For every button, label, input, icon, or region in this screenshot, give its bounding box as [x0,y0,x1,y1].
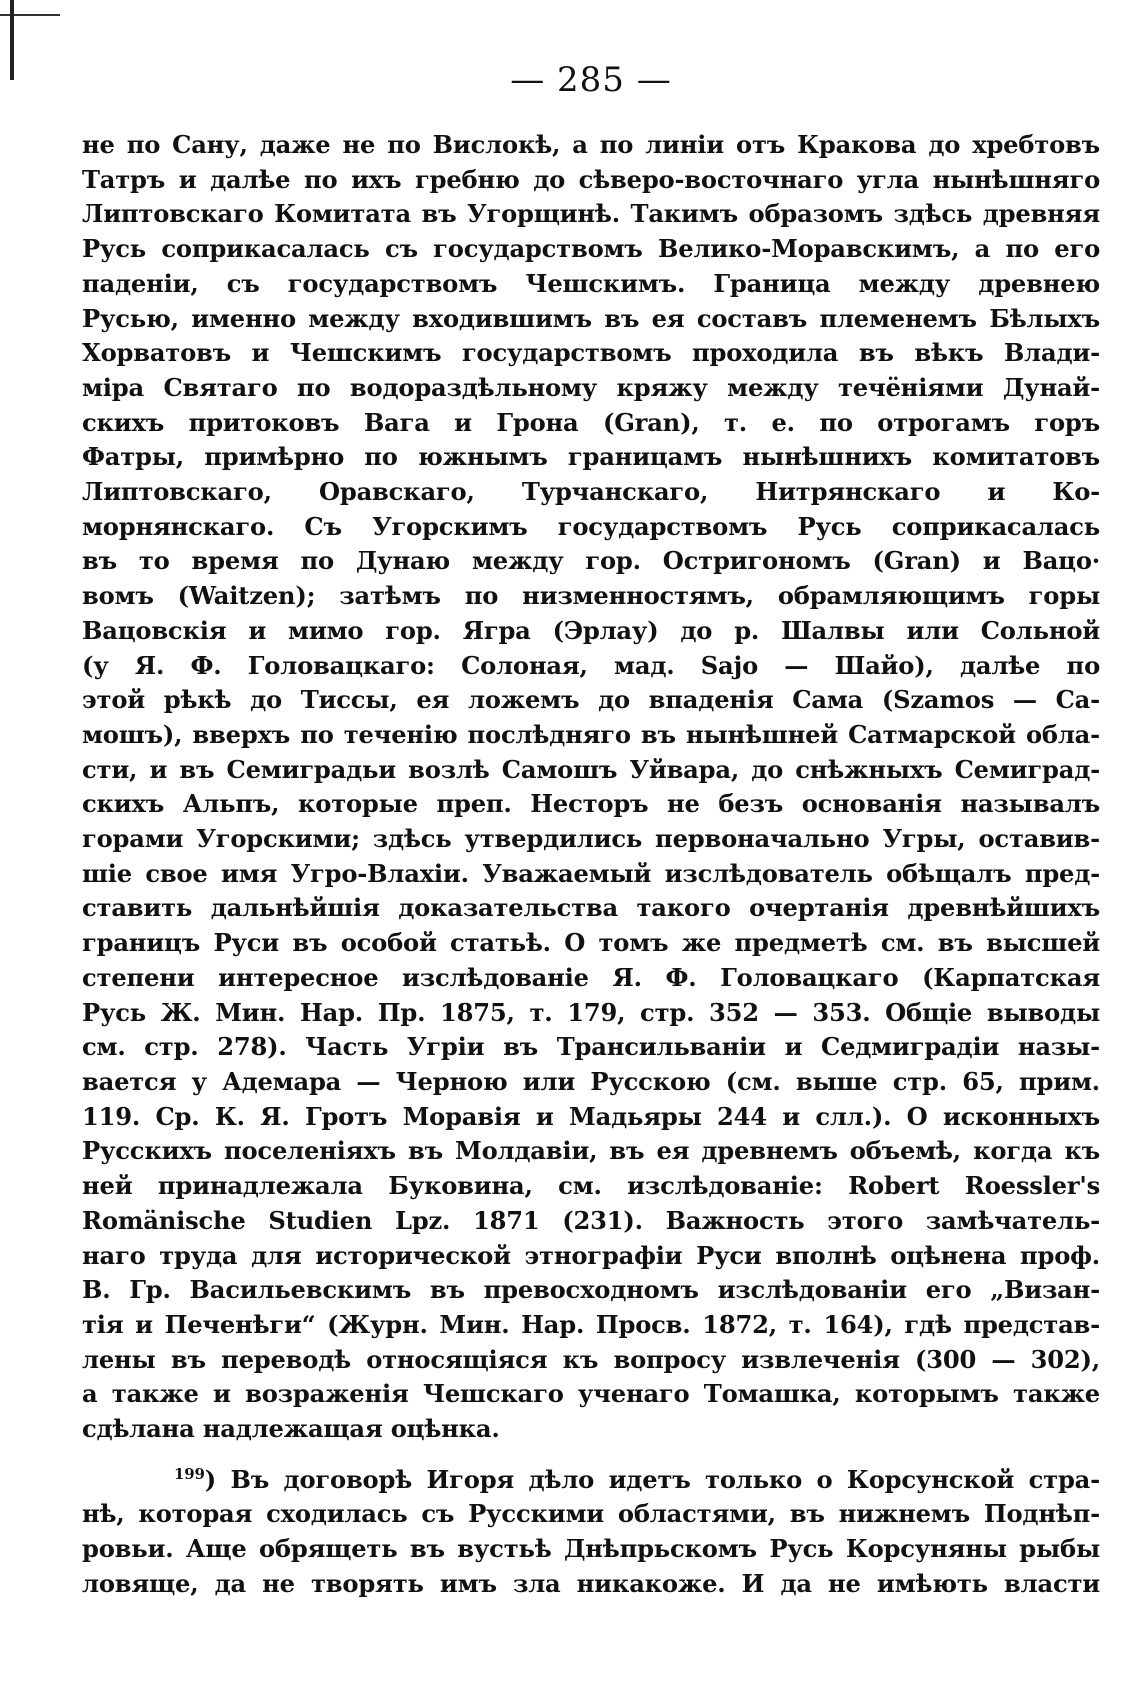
text-line: Русскихъ поселеніяхъ въ Молдавіи, въ ея древнемъ объемѣ, когда къ [82,1136,1100,1166]
text-line: 119. Ср. К. Я. Гротъ Моравія и Мадьяры 244 и слл.). О исконныхъ [82,1101,1100,1131]
text-line: въ то время по Дунаю между гор. Остригономъ (Gran) и Вацо· [82,546,1100,576]
footnote [82,1463,1100,1602]
text-line: Липтовскаго Комитата въ Угорщинѣ. Такимъ образомъ здѣсь древняя [82,199,1100,229]
text-line: вомъ (Waitzen); затѣмъ по низменностямъ, обрамляющимъ горы [82,581,1100,611]
text-line: лены въ переводѣ относящіяся къ вопросу извлеченія (300 — 302), [82,1344,1100,1374]
page-number: — 285 — [510,60,672,100]
text-line: скихъ притоковъ Вага и Грона (Gran), т. е. по отрогамъ горъ [82,407,1100,437]
main-text [82,128,1100,1447]
text-line: (у Я. Ф. Головацкаго: Солоная, мад. Sajo — Шайо), далѣе по [82,650,1100,680]
text-line: Татръ и далѣе по ихъ гребню до сѣверо-восточнаго угла нынѣшняго [82,164,1100,194]
text-line: горами Угорскими; здѣсь утвердились первоначально Угры, оставив- [82,824,1100,854]
footnote-marker: 199 [174,1464,205,1483]
text-line: міра Святаго по водораздѣльному кряжу между течёніями Дунай- [82,372,1100,402]
text-line: Хорватовъ и Чешскимъ государствомъ проходила въ вѣкъ Влади- [82,338,1100,368]
text-line: ставить дальнѣйшія доказательства такого очертанія древнѣйшихъ [82,893,1100,923]
text-line: ровьи. Аще обрящеть въ вустьѣ Днѣпрьскомъ Русь Корсуняны рыбы [82,1534,1100,1564]
text-line: тія и Печенѣги“ (Журн. Мин. Нар. Просв. 1872, т. 164), гдѣ представ- [82,1309,1100,1339]
text-line: Русь соприкасалась съ государствомъ Велико-Моравскимъ, а по его [82,234,1100,264]
text-line: Липтовскаго, Оравскаго, Турчанскаго, Нитрянскаго и Ко- [82,477,1100,507]
text-line: шіе свое имя Угро-Влахіи. Уважаемый изслѣдователь обѣщалъ пред- [82,858,1100,888]
text-line: ней принадлежала Буковина, см. изслѣдованіе: Robert Roessler's [82,1171,1100,1201]
scan-edge [10,0,14,80]
text-line: морнянскаго. Съ Угорскимъ государствомъ Русь соприкасалась [82,511,1100,541]
text-line: паденіи, съ государствомъ Чешскимъ. Граница между древнею [82,268,1100,298]
text-line: Русью, именно между входившимъ въ ея составъ племенемъ Бѣлыхъ [82,303,1100,333]
scan-edge-top [0,0,60,16]
text-line: Romänische Studien Lpz. 1871 (231). Важность этого замѣчатель- [82,1205,1100,1235]
footnote-first-line [82,1463,1100,1498]
text-line: этой рѣкѣ до Тиссы, ея ложемъ до впаденія Сама (Szamos — Са- [82,685,1100,715]
text-line: Русь Ж. Мин. Нар. Пр. 1875, т. 179, стр. 352 — 353. Общіе выводы [82,997,1100,1027]
text-line: степени интересное изслѣдованіе Я. Ф. Головацкаго (Карпатская [82,962,1100,992]
text-line: нѣ, которая сходилась съ Русскими областями, въ нижнемъ Поднѣп- [82,1499,1100,1529]
text-line: В. Гр. Васильевскимъ въ превосходномъ изслѣдованіи его „Визан- [82,1275,1100,1305]
text-line: не по Сану, даже не по Вислокѣ, а по линіи отъ Кракова до хребтовъ [82,130,1100,159]
text-line: ловяще, да не творять имъ зла никакоже. И да не имѣють власти [82,1568,1100,1598]
text-line: а также и возраженія Чешскаго ученаго Томашка, которымъ также [82,1379,1100,1409]
text-line: границъ Руси въ особой статьѣ. О томъ же предметѣ см. въ высшей [82,928,1100,958]
text-line: наго труда для исторической этнографіи Руси вполнѣ оцѣнена проф. [82,1240,1100,1270]
text-line: сти, и въ Семиградьи возлѣ Самошъ Уйвара, до снѣжныхъ Семиград- [82,754,1100,784]
text-line: сдѣлана надлежащая оцѣнка. [82,1414,500,1444]
footnote-first-line-text: ) Въ договорѣ Игоря дѣло идетъ только о Корсунской стра- [204,1464,1100,1494]
text-line: скихъ Альпъ, которые преп. Несторъ не безъ основанія называлъ [82,789,1100,819]
text-line: вается у Адемара — Черною или Русскою (см. выше стр. 65, прим. [82,1066,1100,1096]
text-line: см. стр. 278). Часть Угріи въ Трансильваніи и Седмиградіи назы- [82,1032,1100,1062]
text-line: мошъ), вверхъ по теченію послѣдняго въ нынѣшней Сатмарской обла- [82,719,1100,749]
text-line: Вацовскія и мимо гор. Ягра (Эрлау) до р. Шалвы или Сольной [82,615,1100,645]
footnote-lines [82,1497,1100,1601]
text-line: Фатры, примѣрно по южнымъ границамъ нынѣшнихъ комитатовъ [82,442,1100,472]
page [82,60,1100,1602]
